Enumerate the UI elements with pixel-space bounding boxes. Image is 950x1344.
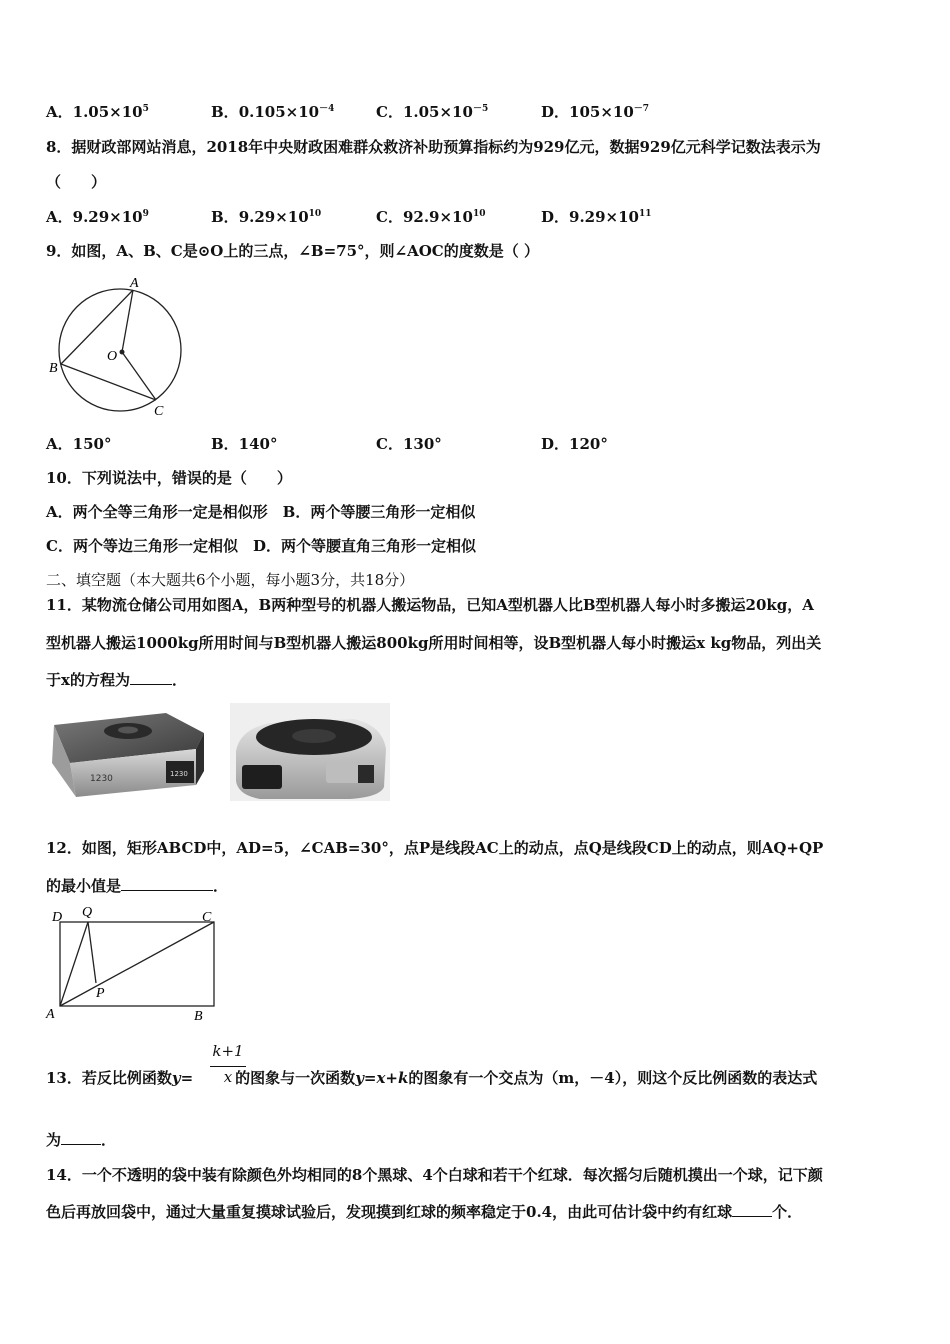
label-p: P [96, 986, 105, 1001]
robot-b-top-center [292, 729, 336, 743]
q9-option-a: A．150° [46, 435, 112, 453]
label-q: Q [82, 905, 93, 920]
q13-numerator: k+1 [212, 1042, 244, 1060]
label-b: B [49, 361, 58, 376]
q12-line1: 12．如图，矩形ABCD中，AD=5，∠CAB=30°，点P是线段AC上的动点，点Q是线段CD上的动点，则AQ+QP [46, 839, 824, 857]
q13-line1: 13．若反比例函数y= 的图象与一次函数y=x+k的图象有一个交点为（m，－4），则这个反比例函数的表达式 [46, 1069, 818, 1087]
q8-paren: （ ） [46, 173, 107, 191]
q9-circle-figure [44, 274, 194, 420]
label-a: A [130, 276, 139, 291]
label-d: D [52, 910, 63, 925]
segment-qp [88, 922, 96, 983]
q9-stem: 9．如图，A、B、C是⊙O上的三点，∠B=75°，则∠AOC的度数是（ ） [46, 242, 539, 260]
segment-bc [61, 364, 156, 400]
q14-line1: 14．一个不透明的袋中装有除颜色外均相同的8个黑球、4个白球和若干个红球．每次摇匀后随机摸出一个球，记下颜 [46, 1166, 823, 1184]
q8-stem: 8．据财政部网站消息，2018年中央财政困难群众救济补助预算指标约为929亿元，数据929亿元科学记数法表示为 [46, 138, 821, 156]
q13-fraction-bar [210, 1066, 246, 1067]
q10-options-row2: C．两个等边三角形一定相似 D．两个等腰直角三角形一定相似 [46, 537, 476, 555]
q8-option-d: D．$9.29\times 10^{11}$ [541, 208, 652, 226]
q7-option-d: D．$105\times 10^{-7}$ [541, 103, 650, 121]
q9-option-b: B．140° [211, 435, 278, 453]
q13-denominator: x [223, 1068, 233, 1086]
robot-b-front-panel [242, 765, 282, 789]
label-c: C [154, 404, 164, 419]
robot-b-sensor [358, 765, 374, 783]
robot-a-label: 1230 [90, 774, 113, 784]
label-c2: C [202, 910, 212, 925]
diagonal-ac [60, 922, 214, 1006]
robot-a-panel-label: 1230 [170, 770, 188, 778]
q8-option-c: C．$92.9\times 10^{10}$ [376, 208, 486, 226]
q10-stem: 10．下列说法中，错误的是（ ） [46, 469, 292, 487]
q12-answer-blank [121, 876, 213, 891]
robot-a-disc-center [118, 727, 138, 734]
label-b2: B [194, 1009, 203, 1024]
q14-line2: 色后再放回袋中，通过大量重复摸球试验后，发现摸到红球的频率稳定于0.4，由此可估计袋中约有红球 个． [46, 1203, 803, 1221]
circle-o [59, 289, 181, 411]
q11-answer-blank [130, 670, 172, 685]
label-o: O [107, 349, 118, 364]
q11-line3: 于x的方程为 ． [46, 671, 187, 689]
q8-option-a: A．$9.29\times 10^9$ [46, 208, 149, 226]
section2-title: 二、填空题（本大题共6个小题，每小题3分，共18分） [46, 571, 415, 589]
q12-line2: 的最小值是 ． [46, 877, 229, 895]
segment-oc [122, 352, 156, 400]
robot-b-image [230, 703, 390, 801]
q11-line2: 型机器人搬运1000kg所用时间与B型机器人搬运800kg所用时间相等，设B型机器人每小时搬运x kg物品，列出关 [46, 634, 822, 652]
q7-option-b: B．$0.105\times 10^{-4}$ [211, 103, 335, 121]
q13-answer-blank [61, 1130, 101, 1145]
q9-option-d: D．120° [541, 435, 608, 453]
q8-option-b: B．$9.29\times 10^{10}$ [211, 208, 322, 226]
q11-line1: 11．某物流仓储公司用如图A，B两种型号的机器人搬运物品，已知A型机器人比B型机器人每小时多搬运20kg，A [46, 596, 814, 614]
q9-option-c: C．130° [376, 435, 442, 453]
q12-rectangle-figure [44, 904, 220, 1024]
robot-a-image [46, 703, 206, 801]
q13-y-equals: y= [171, 1069, 194, 1087]
q7-option-c: C．$1.05\times 10^{-5}$ [376, 103, 489, 121]
q13-line2: 为 ． [46, 1131, 117, 1149]
q7-option-a: A．$1.05\times 10^5$ [46, 103, 149, 121]
q10-options-row1: A．两个全等三角形一定是相似形 B．两个等腰三角形一定相似 [46, 503, 476, 521]
center-point [120, 350, 125, 355]
q14-answer-blank [732, 1202, 772, 1217]
q13-linear-function: y=x+k [355, 1069, 409, 1087]
label-a2: A [46, 1007, 55, 1022]
